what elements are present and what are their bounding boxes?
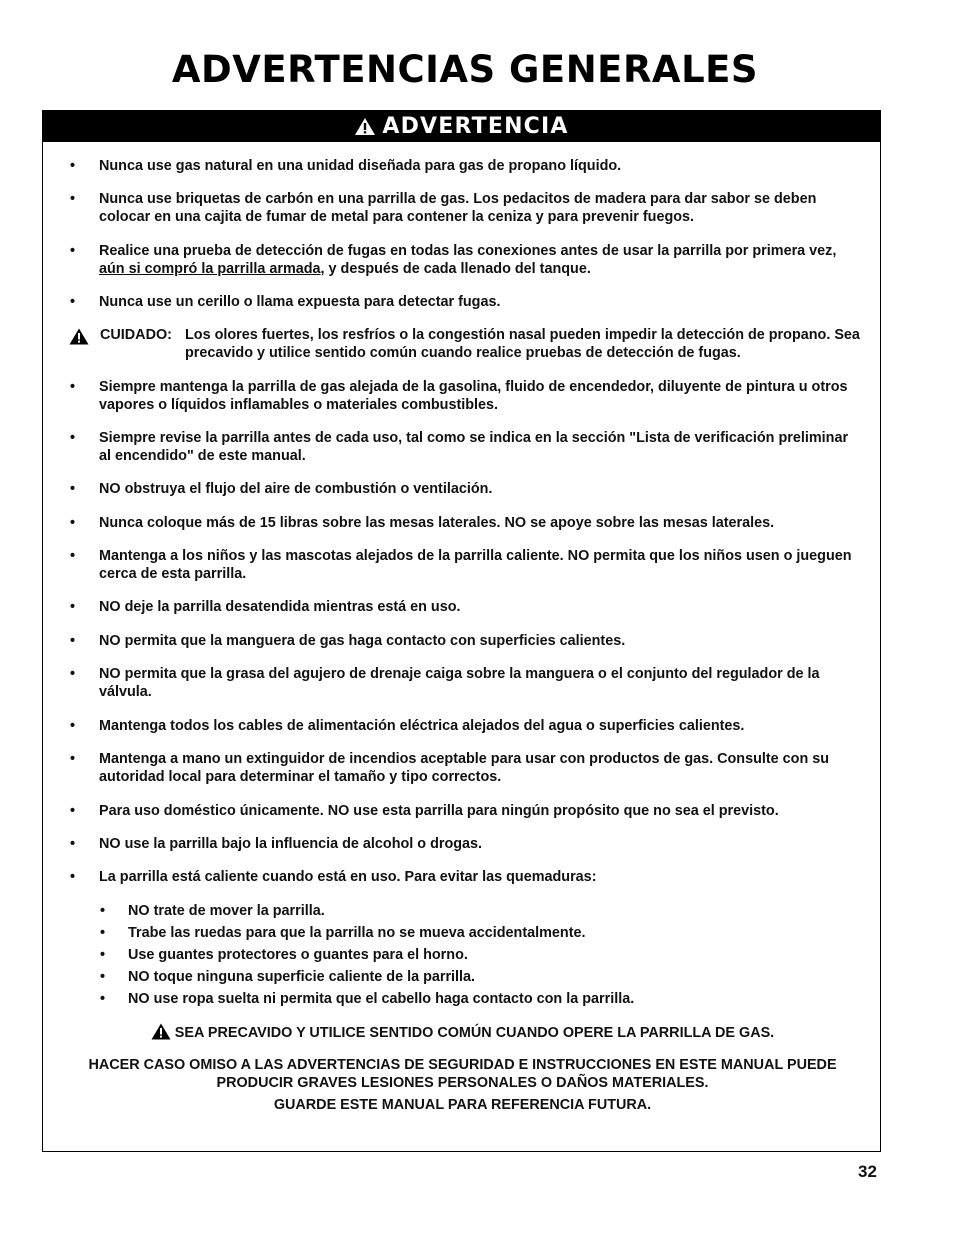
bullet: • xyxy=(70,158,76,174)
warning-item-airflow: NO obstruya el flujo del aire de combustión o ventilación. xyxy=(99,481,493,497)
bullet: • xyxy=(70,836,76,852)
sub-item-surface: NO toque ninguna superficie caliente de la parrilla. xyxy=(128,969,476,985)
leak-test-text-after: , y después de cada llenado del tanque. xyxy=(320,261,591,277)
warning-item-hot: La parrilla está caliente cuando está en uso. Para evitar las quemaduras: xyxy=(99,869,597,885)
warning-banner xyxy=(43,111,880,142)
bullet: • xyxy=(70,633,76,649)
sub-bullet: • xyxy=(100,925,106,941)
warning-item-hose: NO permita que la manguera de gas haga contacto con superficies calientes. xyxy=(99,633,626,649)
warning-line-2: PRODUCIR GRAVES LESIONES PERSONALES O DAÑOS MATERIALES. xyxy=(216,1075,709,1091)
keep-manual-line: GUARDE ESTE MANUAL PARA REFERENCIA FUTURA. xyxy=(273,1097,652,1113)
sub-bullet: • xyxy=(100,991,106,1007)
bullet: • xyxy=(70,430,76,446)
warning-item-natural-gas: Nunca use gas natural en una unidad diseñada para gas de propano líquido. xyxy=(99,158,622,174)
warning-triangle-icon xyxy=(354,117,376,136)
care-line-text: SEA PRECAVIDO Y UTILICE SENTIDO COMÚN CUANDO OPERE LA PARRILLA DE GAS. xyxy=(174,1025,775,1041)
warning-banner-label: ADVERTENCIA xyxy=(382,114,569,139)
bullet: • xyxy=(70,599,76,615)
warning-item-match: Nunca use un cerillo o llama expuesta para detectar fugas. xyxy=(99,294,501,310)
bullet: • xyxy=(70,751,76,767)
warning-item-extinguisher: Mantenga a mano un extinguidor de incendios aceptable para usar con productos de gas. Consulte con su autoridad local para determinar el tamaño y tipo correctos. xyxy=(99,751,830,785)
bullet: • xyxy=(70,379,76,395)
sub-item-gloves: Use guantes protectores o guantes para el horno. xyxy=(128,947,468,963)
warning-item-charcoal: Nunca use briquetas de carbón en una parrilla de gas. Los pedacitos de madera para dar sabor se deben colocar en una cajita de fumar de metal para contener la ceniza y para prevenir fuegos. xyxy=(99,191,817,225)
warning-item-leak-test xyxy=(99,242,859,278)
warning-item-cables: Mantenga todos los cables de alimentación eléctrica alejados del agua o superficies calientes. xyxy=(99,718,745,734)
sub-bullet: • xyxy=(100,903,106,919)
caution-label: CUIDADO: xyxy=(100,327,172,343)
caution-text: Los olores fuertes, los resfríos o la congestión nasal pueden impedir la detección de propano. Sea precavido y utilice sentido común cuando realice pruebas de detección de fugas. xyxy=(185,327,860,361)
sub-item-clothing: NO use ropa suelta ni permita que el cabello haga contacto con la parrilla. xyxy=(128,991,635,1007)
warning-line-1: HACER CASO OMISO A LAS ADVERTENCIAS DE SEGURIDAD E INSTRUCCIONES EN ESTE MANUAL PUEDE xyxy=(88,1057,837,1073)
warning-item-flammables: Siempre mantenga la parrilla de gas alejada de la gasolina, fluido de encendedor, diluyente de pintura u otros vapores o líquidos inflamables o materiales combustibles. xyxy=(99,379,848,413)
leak-test-underlined: aún si compró la parrilla armada xyxy=(99,261,321,277)
sub-item-move: NO trate de mover la parrilla. xyxy=(128,903,325,919)
sub-bullet: • xyxy=(100,969,106,985)
bullet: • xyxy=(70,666,76,682)
sub-bullet: • xyxy=(100,947,106,963)
warning-item-side-tables: Nunca coloque más de 15 libras sobre las mesas laterales. NO se apoye sobre las mesas laterales. xyxy=(99,515,775,531)
leak-test-text-before: Realice una prueba de detección de fugas en todas las conexiones antes de usar la parrilla por primera vez, xyxy=(99,243,837,259)
warning-item-grease: NO permita que la grasa del agujero de drenaje caiga sobre la manguera o el conjunto del regulador de la válvula. xyxy=(99,666,820,700)
sub-item-wheels: Trabe las ruedas para que la parrilla no se mueva accidentalmente. xyxy=(128,925,586,941)
care-line xyxy=(43,1023,882,1042)
warning-box xyxy=(42,110,881,1152)
page-title: ADVERTENCIAS GENERALES xyxy=(171,48,759,91)
bullet: • xyxy=(70,243,76,259)
bullet: • xyxy=(70,191,76,207)
warning-item-unattended: NO deje la parrilla desatendida mientras está en uso. xyxy=(99,599,461,615)
bullet: • xyxy=(70,515,76,531)
warning-item-domestic: Para uso doméstico únicamente. NO use esta parrilla para ningún propósito que no sea el previsto. xyxy=(99,803,779,819)
warning-item-alcohol: NO use la parrilla bajo la influencia de alcohol o drogas. xyxy=(99,836,483,852)
warning-item-check: Siempre revise la parrilla antes de cada uso, tal como se indica en la sección "Lista de verificación preliminar al encendido" de este manual. xyxy=(99,430,849,464)
bullet: • xyxy=(70,803,76,819)
page-number: 32 xyxy=(858,1162,877,1181)
bullet: • xyxy=(70,548,76,564)
bullet: • xyxy=(70,294,76,310)
bullet: • xyxy=(70,481,76,497)
caution-icon xyxy=(69,328,89,345)
bullet: • xyxy=(70,869,76,885)
bullet: • xyxy=(70,718,76,734)
warning-item-children: Mantenga a los niños y las mascotas alejados de la parrilla caliente. NO permita que los niños usen o jueguen cerca de esta parrilla. xyxy=(99,548,852,582)
care-warning-icon xyxy=(151,1023,171,1040)
